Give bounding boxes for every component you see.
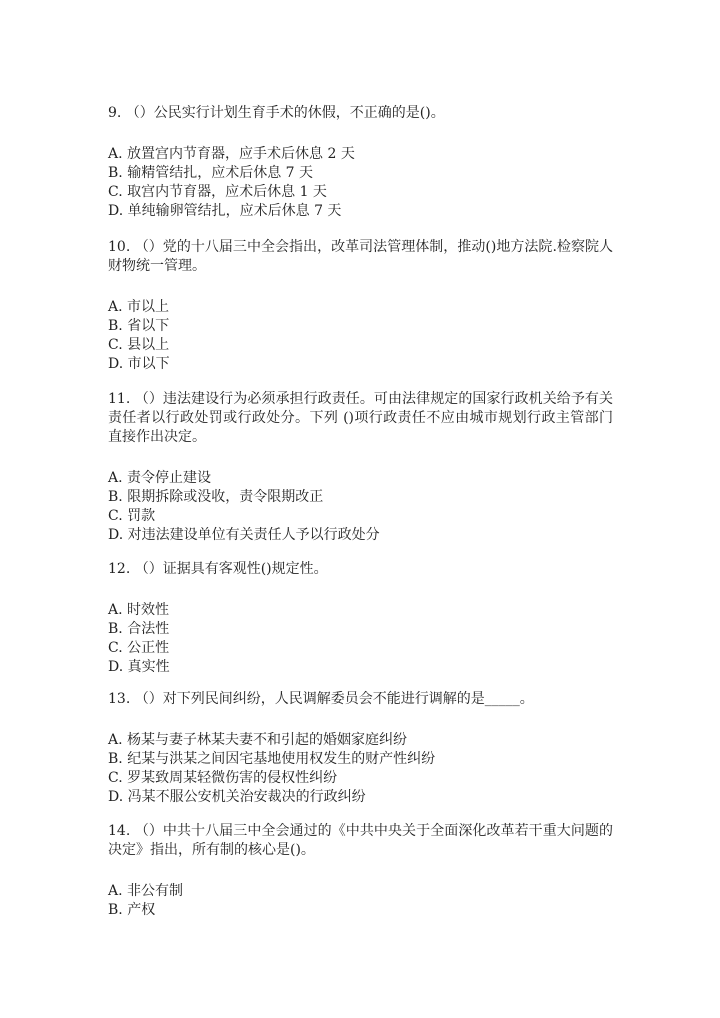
option-c: C. 罗某致周某轻微伤害的侵权性纠纷 bbox=[108, 770, 338, 786]
option-d: D. 市以下 bbox=[108, 356, 170, 372]
option-list bbox=[108, 469, 613, 545]
option-list bbox=[108, 731, 613, 807]
option-b: B. 输精管结扎，应术后休息 7 天 bbox=[108, 165, 313, 181]
option-c: C. 公正性 bbox=[108, 640, 170, 656]
option-a: A. 市以上 bbox=[108, 299, 170, 315]
question-11 bbox=[108, 390, 613, 545]
option-list bbox=[108, 298, 613, 374]
option-d: D. 单纯输卵管结扎，应术后休息 7 天 bbox=[108, 203, 342, 219]
question-9 bbox=[108, 104, 613, 221]
option-list bbox=[108, 145, 613, 221]
option-a: A. 时效性 bbox=[108, 602, 170, 618]
question-stem: 14. （）中共十八届三中全会通过的《中共中央关于全面深化改革若干重大问题的决定》指出，所有制的核心是()。 bbox=[108, 823, 613, 858]
question-stem: 10. （）党的十八届三中全会指出，改革司法管理体制，推动()地方法院.检察院人财物统一管理。 bbox=[108, 239, 613, 274]
option-c: C. 取宫内节育器，应术后休息 1 天 bbox=[108, 184, 327, 200]
option-a: A. 杨某与妻子林某夫妻不和引起的婚姻家庭纠纷 bbox=[108, 732, 408, 748]
option-b: B. 纪某与洪某之间因宅基地使用权发生的财产性纠纷 bbox=[108, 751, 436, 767]
question-14 bbox=[108, 822, 613, 920]
option-a: A. 非公有制 bbox=[108, 883, 184, 899]
question-stem: 13. （）对下列民间纠纷，人民调解委员会不能进行调解的是_____。 bbox=[108, 691, 534, 707]
option-list bbox=[108, 882, 613, 920]
option-b: B. 合法性 bbox=[108, 621, 170, 637]
question-13 bbox=[108, 690, 613, 807]
option-list bbox=[108, 601, 613, 677]
option-d: D. 对违法建设单位有关责任人予以行政处分 bbox=[108, 527, 380, 543]
question-10 bbox=[108, 238, 613, 374]
question-stem: 11. （）违法建设行为必须承担行政责任。可由法律规定的国家行政机关给予有关责任者以行政处罚或行政处分。下列 ()项行政责任不应由城市规划行政主管部门直接作出决定。 bbox=[108, 391, 613, 445]
option-a: A. 放置宫内节育器，应手术后休息 2 天 bbox=[108, 146, 355, 162]
option-c: C. 罚款 bbox=[108, 508, 156, 524]
option-b: B. 限期拆除或没收，责令限期改正 bbox=[108, 489, 324, 505]
option-c: C. 县以上 bbox=[108, 337, 170, 353]
option-d: D. 冯某不服公安机关治安裁决的行政纠纷 bbox=[108, 789, 366, 805]
question-12 bbox=[108, 560, 613, 677]
question-stem: 12. （）证据具有客观性()规定性。 bbox=[108, 561, 328, 577]
option-d: D. 真实性 bbox=[108, 659, 170, 675]
option-b: B. 省以下 bbox=[108, 318, 170, 334]
option-b: B. 产权 bbox=[108, 902, 156, 918]
option-a: A. 责令停止建设 bbox=[108, 470, 212, 486]
question-stem: 9. （）公民实行计划生育手术的休假，不正确的是()。 bbox=[108, 105, 445, 121]
